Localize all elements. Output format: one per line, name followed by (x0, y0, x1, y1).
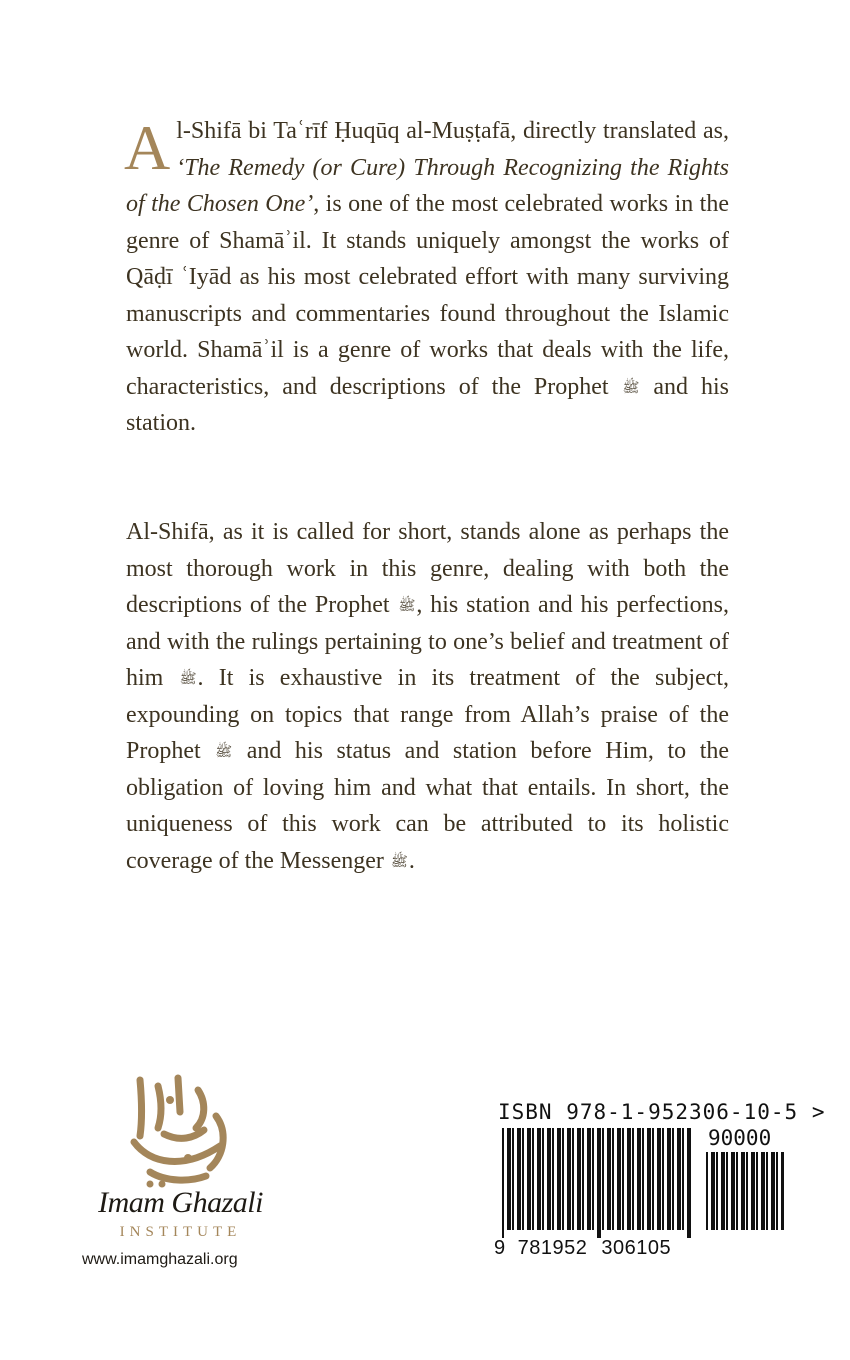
ean-barcode-bars (502, 1128, 692, 1238)
barcode-bar (612, 1128, 614, 1230)
barcode-bar (756, 1152, 758, 1230)
barcode-bar (627, 1128, 631, 1230)
barcode-bar (632, 1128, 634, 1230)
barcode-bar (552, 1128, 554, 1230)
barcode-bar (602, 1128, 604, 1230)
barcode-bar (592, 1128, 594, 1230)
para2-text-b: , his station and his perfections, and with the rulings pertaining to one’s belief and treatment of him (126, 592, 730, 691)
ean-left-group: 781952 (517, 1237, 588, 1259)
isbn-barcode (494, 1100, 826, 1270)
barcode-bar (751, 1152, 755, 1230)
barcode-bar (527, 1128, 531, 1230)
para2-text-d: and his status and station before Him, to the obligation of loving him and what that entails. In short, the uniqueness of this work can be attributed to its holistic coverage of the Messenger (126, 738, 730, 874)
barcode-bar (587, 1128, 591, 1230)
ean-right-group: 306105 (601, 1237, 672, 1259)
barcode-bar (522, 1128, 524, 1230)
barcode-bar (622, 1128, 624, 1230)
barcode-bar (662, 1128, 664, 1230)
barcode-bar (736, 1152, 738, 1230)
barcode-bar (781, 1152, 784, 1230)
barcode-bar (577, 1128, 581, 1230)
barcode-bar (771, 1152, 775, 1230)
description-paragraph-1 (126, 113, 729, 442)
isbn-label: ISBN 978-1-952306-10-5 > (498, 1100, 826, 1124)
barcode-bar (542, 1128, 544, 1230)
barcode-bar (726, 1152, 728, 1230)
barcode-bar (642, 1128, 644, 1230)
publisher-name: Imam Ghazali (98, 1186, 263, 1219)
barcode-bar (532, 1128, 534, 1230)
barcode-bar (672, 1128, 674, 1230)
salutation-icon: ﷺ (179, 671, 197, 687)
barcode-bar (557, 1128, 561, 1230)
barcode-bar (776, 1152, 778, 1230)
barcode-bar (721, 1152, 725, 1230)
barcode-bar (507, 1128, 511, 1230)
barcode-bar (647, 1128, 651, 1230)
para1-title-translation: ‘The Remedy (or Cure) Through Recognizing the Rights of the Chosen One’ (126, 154, 729, 217)
barcode-bar (716, 1152, 718, 1230)
publisher-logo (78, 1072, 283, 1272)
barcode-bar (706, 1152, 708, 1230)
barcode-bar (731, 1152, 735, 1230)
barcode-bar (597, 1128, 601, 1238)
para1-text-a: l-Shifā bi Taʿrīf Ḥuqūq al-Muṣṭafā, directly translated as, (176, 118, 729, 144)
barcode-bar (746, 1152, 748, 1230)
barcode-bar (711, 1152, 715, 1230)
barcode-bar (512, 1128, 514, 1230)
publisher-subtitle: INSTITUTE (119, 1224, 242, 1240)
drop-cap: A (124, 112, 171, 183)
barcode-bar (761, 1152, 765, 1230)
barcode-bar (682, 1128, 684, 1230)
para2-text-c: . It is exhaustive in its treatment of the subject, expounding on topics that range from Allah’s praise of the Prophet (126, 665, 729, 764)
barcode-bar (517, 1128, 521, 1230)
salutation-icon: ﷺ (622, 379, 640, 396)
barcode-bar (766, 1152, 768, 1230)
salutation-icon: ﷺ (398, 598, 416, 614)
barcode-bar (741, 1152, 745, 1230)
barcode-bar (652, 1128, 654, 1230)
salutation-icon: ﷺ (390, 853, 408, 870)
salutation-icon: ﷺ (215, 744, 233, 760)
barcode-bar (562, 1128, 564, 1230)
publisher-url: www.imamghazali.org (82, 1251, 238, 1268)
barcode-bar (687, 1128, 691, 1238)
para1-text-c: and his station. (126, 373, 729, 436)
para2-text-a: Al-Shifā, as it is called for short, stands alone as perhaps the most thorough work in this genre, dealing with both the descriptions of the Prophet (126, 519, 729, 618)
barcode-bar (582, 1128, 584, 1230)
ean-digits (494, 1237, 671, 1260)
para2-text-e: . (408, 847, 415, 874)
ean-first-digit: 9 (494, 1237, 506, 1259)
barcode-bar (567, 1128, 571, 1230)
barcode-bar (677, 1128, 681, 1230)
barcode-bar (667, 1128, 671, 1230)
barcode-bar (617, 1128, 621, 1230)
description-paragraph-2 (126, 514, 729, 879)
addon-barcode-bars (706, 1152, 784, 1238)
barcode-bar (607, 1128, 611, 1230)
para1-text-b: , is one of the most celebrated works in the genre of Shamāʾil. It stands uniquely amongst the works of Qāḍī ʿIyād as his most celebrated effort with many surviving manuscripts and commentaries found throughout the Islamic world. Shamāʾil is a genre of works that deals with the life, characteristics, and descriptions of the Prophet (126, 191, 729, 400)
barcode-bar (572, 1128, 574, 1230)
barcode-bar (637, 1128, 641, 1230)
barcode-bar (657, 1128, 661, 1230)
barcode-bar (502, 1128, 504, 1238)
barcode-bar (537, 1128, 541, 1230)
barcode-bar (547, 1128, 551, 1230)
price-code: 90000 (708, 1126, 772, 1150)
arabic-calligraphy-logo-icon (120, 1072, 240, 1190)
